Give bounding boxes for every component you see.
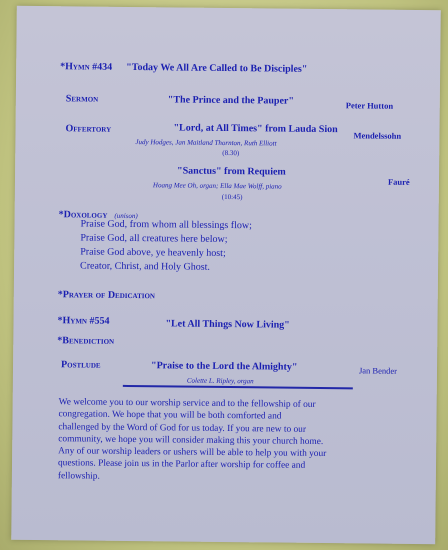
sanctus-composer: Fauré [387, 176, 410, 187]
offertory-page: (8.30) [222, 148, 240, 158]
postlude-composer-wrap [359, 360, 397, 378]
sanctus-page-wrap [222, 186, 243, 204]
offertory-credit: Judy Hodges, Jan Maitland Thornton, Ruth Elliott [135, 138, 277, 148]
sanctus-credit-wrap [153, 174, 282, 193]
doxology-line: Creator, Christ, and Holy Ghost. [80, 260, 211, 273]
hymn-554-title: "Let All Things Now Living" [165, 318, 290, 331]
doxology-note: (unison) [114, 211, 138, 221]
welcome-line: community, we hope you will consider making this your church home. [58, 434, 324, 447]
doxology-line: Praise God, all creatures here below; [80, 232, 228, 246]
sanctus-credit: Hoang Mee Oh, organ; Ella Mae Wolff, piano [152, 181, 282, 191]
welcome-paragraph [58, 396, 409, 486]
doxology-line: Praise God above, ye heavenly host; [80, 246, 226, 259]
sermon-title: "The Prince and the Pauper" [167, 94, 294, 107]
sanctus-title: "Sanctus" from Requiem [177, 165, 286, 178]
sermon-label: Sermon [65, 93, 99, 105]
postlude-composer: Jan Bender [358, 365, 398, 376]
sermon-speaker: Peter Hutton [345, 100, 394, 111]
offertory-title: "Lord, at All Times" from Lauda Sion [173, 122, 338, 136]
sermon-label-wrap [66, 88, 99, 106]
sanctus-page: (10:45) [221, 192, 243, 202]
offertory-label-wrap [65, 118, 111, 136]
postlude-label-wrap [61, 354, 101, 372]
prayer-label: *Prayer of Dedication [57, 289, 156, 302]
hymn-434-title: "Today We All Are Called to Be Disciples" [126, 61, 308, 75]
offertory-page-wrap [222, 142, 239, 160]
doxology-label: *Doxology [58, 209, 108, 221]
hymn-554-label-wrap [57, 310, 109, 329]
hymn-554-title-wrap [165, 313, 289, 332]
sanctus-composer-wrap [388, 172, 410, 190]
sermon-title-wrap [168, 89, 294, 108]
postlude-credit: Colette L. Ripley, organ [186, 376, 254, 386]
offertory-composer-wrap [353, 125, 401, 143]
welcome-line: Any of our worship leaders or ushers will be able to help you with your [58, 446, 327, 460]
doxology-line: Praise God, from whom all blessings flow; [80, 218, 252, 232]
welcome-line: fellowship. [57, 471, 100, 482]
benediction-line [57, 330, 114, 349]
church-bulletin-sheet [11, 6, 441, 544]
welcome-line: questions. Please join us in the Parlor after worship for coffee and [57, 458, 306, 472]
sermon-speaker-wrap [346, 95, 393, 113]
hymn-434-line [60, 56, 307, 77]
postlude-label: Postlude [60, 359, 101, 371]
offertory-composer: Mendelssohn [353, 130, 402, 141]
postlude-title: "Praise to the Lord the Almighty" [150, 360, 298, 373]
hymn-554-label: *Hymn #554 [57, 315, 110, 327]
welcome-line: challenged by the Word of God for us today. If you are new to our [58, 421, 307, 435]
welcome-line: We welcome you to our worship service and to the fellowship of our [58, 397, 316, 410]
section-divider [123, 385, 353, 389]
offertory-credit-wrap [135, 131, 276, 150]
offertory-label: Offertory [65, 123, 112, 135]
welcome-line: congregation. We hope that you will be both comforted and [58, 409, 282, 422]
hymn-434-label: *Hymn #434 [60, 61, 113, 73]
benediction-label: *Benediction [57, 335, 115, 347]
prayer-line [58, 284, 155, 303]
